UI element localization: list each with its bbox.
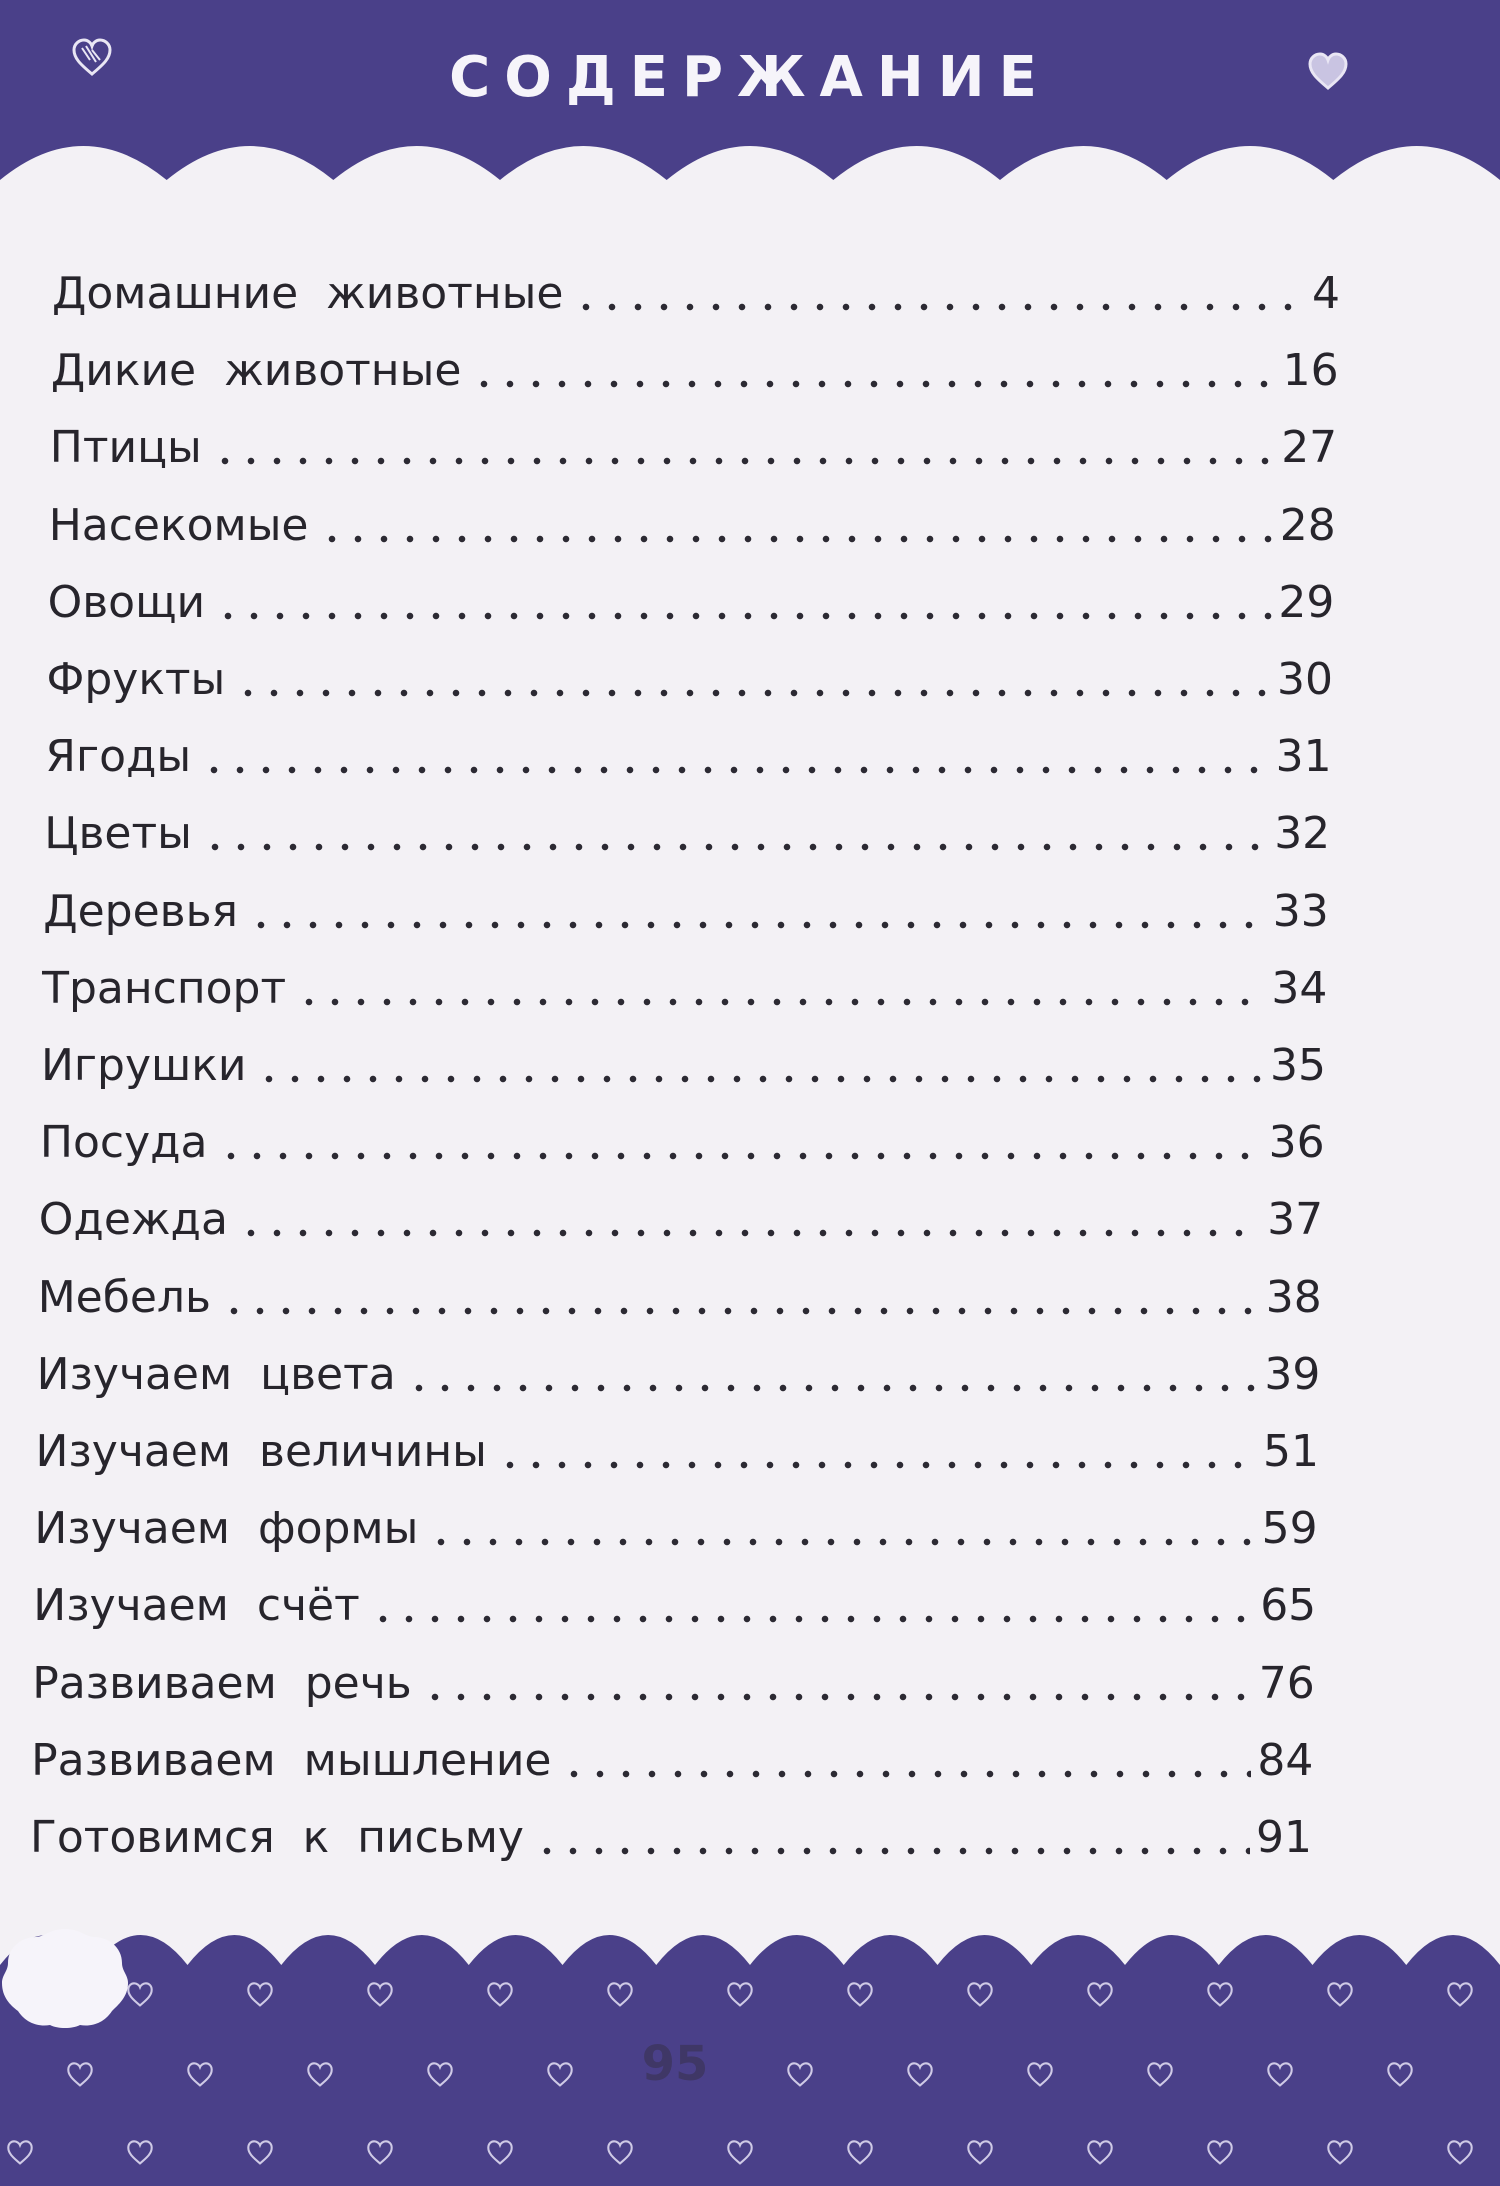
toc-entry[interactable] [37, 1336, 1321, 1406]
toc-entry-page-number: 39 [1264, 1348, 1321, 1400]
toc-entry[interactable] [31, 1722, 1313, 1792]
toc-entry[interactable] [39, 1181, 1323, 1251]
dot-leader [428, 1538, 1255, 1546]
dot-leader [248, 921, 1267, 929]
toc-entry[interactable] [41, 1027, 1326, 1097]
page-title: СОДЕРЖАНИЕ [449, 45, 1051, 110]
page-number: 95 [641, 2036, 709, 2092]
toc-entry[interactable] [40, 1104, 1325, 1174]
toc-entry-page-number: 91 [1256, 1812, 1312, 1863]
toc-entry-title: Овощи [47, 576, 206, 628]
toc-entry-page-number: 51 [1263, 1426, 1319, 1477]
toc-entry[interactable] [42, 950, 1327, 1020]
toc-entry-page-number: 30 [1277, 654, 1333, 705]
dot-leader [370, 1615, 1254, 1623]
dot-leader [212, 457, 1275, 465]
toc-entry-title: Деревья [43, 885, 238, 937]
dot-leader [238, 1229, 1261, 1237]
dot-leader [471, 380, 1276, 388]
toc-entry-title: Цветы [44, 808, 192, 860]
dot-leader [235, 689, 1271, 697]
footer-band [0, 1925, 1500, 2186]
toc-entry-title: Изучаем счёт [33, 1580, 360, 1632]
toc-entry[interactable] [38, 1259, 1322, 1329]
toc-entry-title: Развиваем речь [32, 1657, 412, 1709]
dot-leader [215, 612, 1272, 620]
toc-entry-page-number: 84 [1257, 1734, 1314, 1786]
toc-entry[interactable] [50, 409, 1337, 479]
dot-leader [218, 1152, 1263, 1160]
toc-entry-page-number: 16 [1282, 345, 1339, 397]
dot-leader [296, 998, 1265, 1006]
toc-entry-title: Птицы [49, 422, 202, 474]
toc-entry-page-number: 29 [1278, 576, 1335, 628]
toc-entry[interactable] [44, 795, 1330, 865]
dot-leader [201, 766, 1269, 774]
toc-entry-title: Готовимся к письму [30, 1812, 524, 1863]
toc-entry[interactable] [43, 873, 1329, 943]
toc-entry-page-number: 37 [1267, 1194, 1324, 1246]
toc-entry-page-number: 27 [1281, 422, 1338, 474]
toc-entry-page-number: 38 [1265, 1271, 1322, 1323]
toc-entry[interactable] [45, 718, 1331, 788]
toc-entry-title: Дикие животные [50, 345, 462, 397]
toc-entry[interactable] [51, 332, 1339, 402]
dot-leader [561, 1770, 1251, 1778]
toc-entry-page-number: 4 [1312, 268, 1340, 319]
dot-leader [406, 1384, 1259, 1392]
toc-entry[interactable] [32, 1645, 1315, 1715]
toc-entry-page-number: 28 [1279, 499, 1336, 551]
toc-entry-title: Транспорт [42, 962, 287, 1014]
dot-leader [202, 843, 1268, 851]
toc-entry-page-number: 33 [1272, 885, 1329, 937]
toc-entry[interactable] [49, 487, 1336, 557]
toc-entry[interactable] [33, 1567, 1316, 1637]
footer-scallop-shape [0, 1925, 1500, 2186]
dot-leader [534, 1847, 1250, 1855]
toc-entry[interactable] [52, 255, 1340, 325]
dot-leader [573, 303, 1306, 311]
toc-entry-page-number: 32 [1274, 808, 1331, 860]
toc-entry-title: Одежда [38, 1194, 228, 1246]
dot-leader [497, 1461, 1257, 1469]
toc-entry-title: Изучаем цвета [36, 1348, 396, 1400]
toc-entry[interactable] [36, 1413, 1320, 1483]
toc-entry-title: Изучаем величины [35, 1426, 487, 1477]
toc-entry-page-number: 76 [1258, 1657, 1315, 1709]
toc-entry-title: Ягоды [45, 731, 192, 783]
toc-entry[interactable] [48, 564, 1335, 634]
toc-entry-title: Игрушки [41, 1040, 247, 1091]
toc-entry-title: Мебель [37, 1271, 211, 1323]
toc-entry-title: Насекомые [48, 499, 309, 551]
toc-entry-title: Развиваем мышление [31, 1734, 552, 1786]
dot-leader [256, 1075, 1264, 1083]
header-band [0, 0, 1500, 215]
toc-entry-page-number: 59 [1261, 1503, 1318, 1555]
toc-entry-title: Фрукты [46, 654, 226, 705]
toc-entry-page-number: 36 [1268, 1117, 1325, 1169]
toc-entry[interactable] [30, 1799, 1312, 1869]
toc-entry-title: Изучаем формы [34, 1503, 419, 1555]
toc-entry-page-number: 35 [1270, 1040, 1326, 1091]
toc-entry-page-number: 34 [1271, 962, 1328, 1014]
toc-entry-title: Домашние животные [52, 268, 564, 319]
toc-entry[interactable] [47, 641, 1334, 711]
toc-entry-page-number: 65 [1260, 1580, 1317, 1632]
dot-leader [319, 535, 1274, 543]
dot-leader [422, 1693, 1253, 1701]
page-number-badge [0, 1925, 130, 2031]
toc-entry[interactable] [34, 1490, 1317, 1560]
dot-leader [221, 1307, 1260, 1315]
toc-entry-title: Посуда [39, 1117, 208, 1169]
toc-entry-page-number: 31 [1275, 731, 1332, 783]
